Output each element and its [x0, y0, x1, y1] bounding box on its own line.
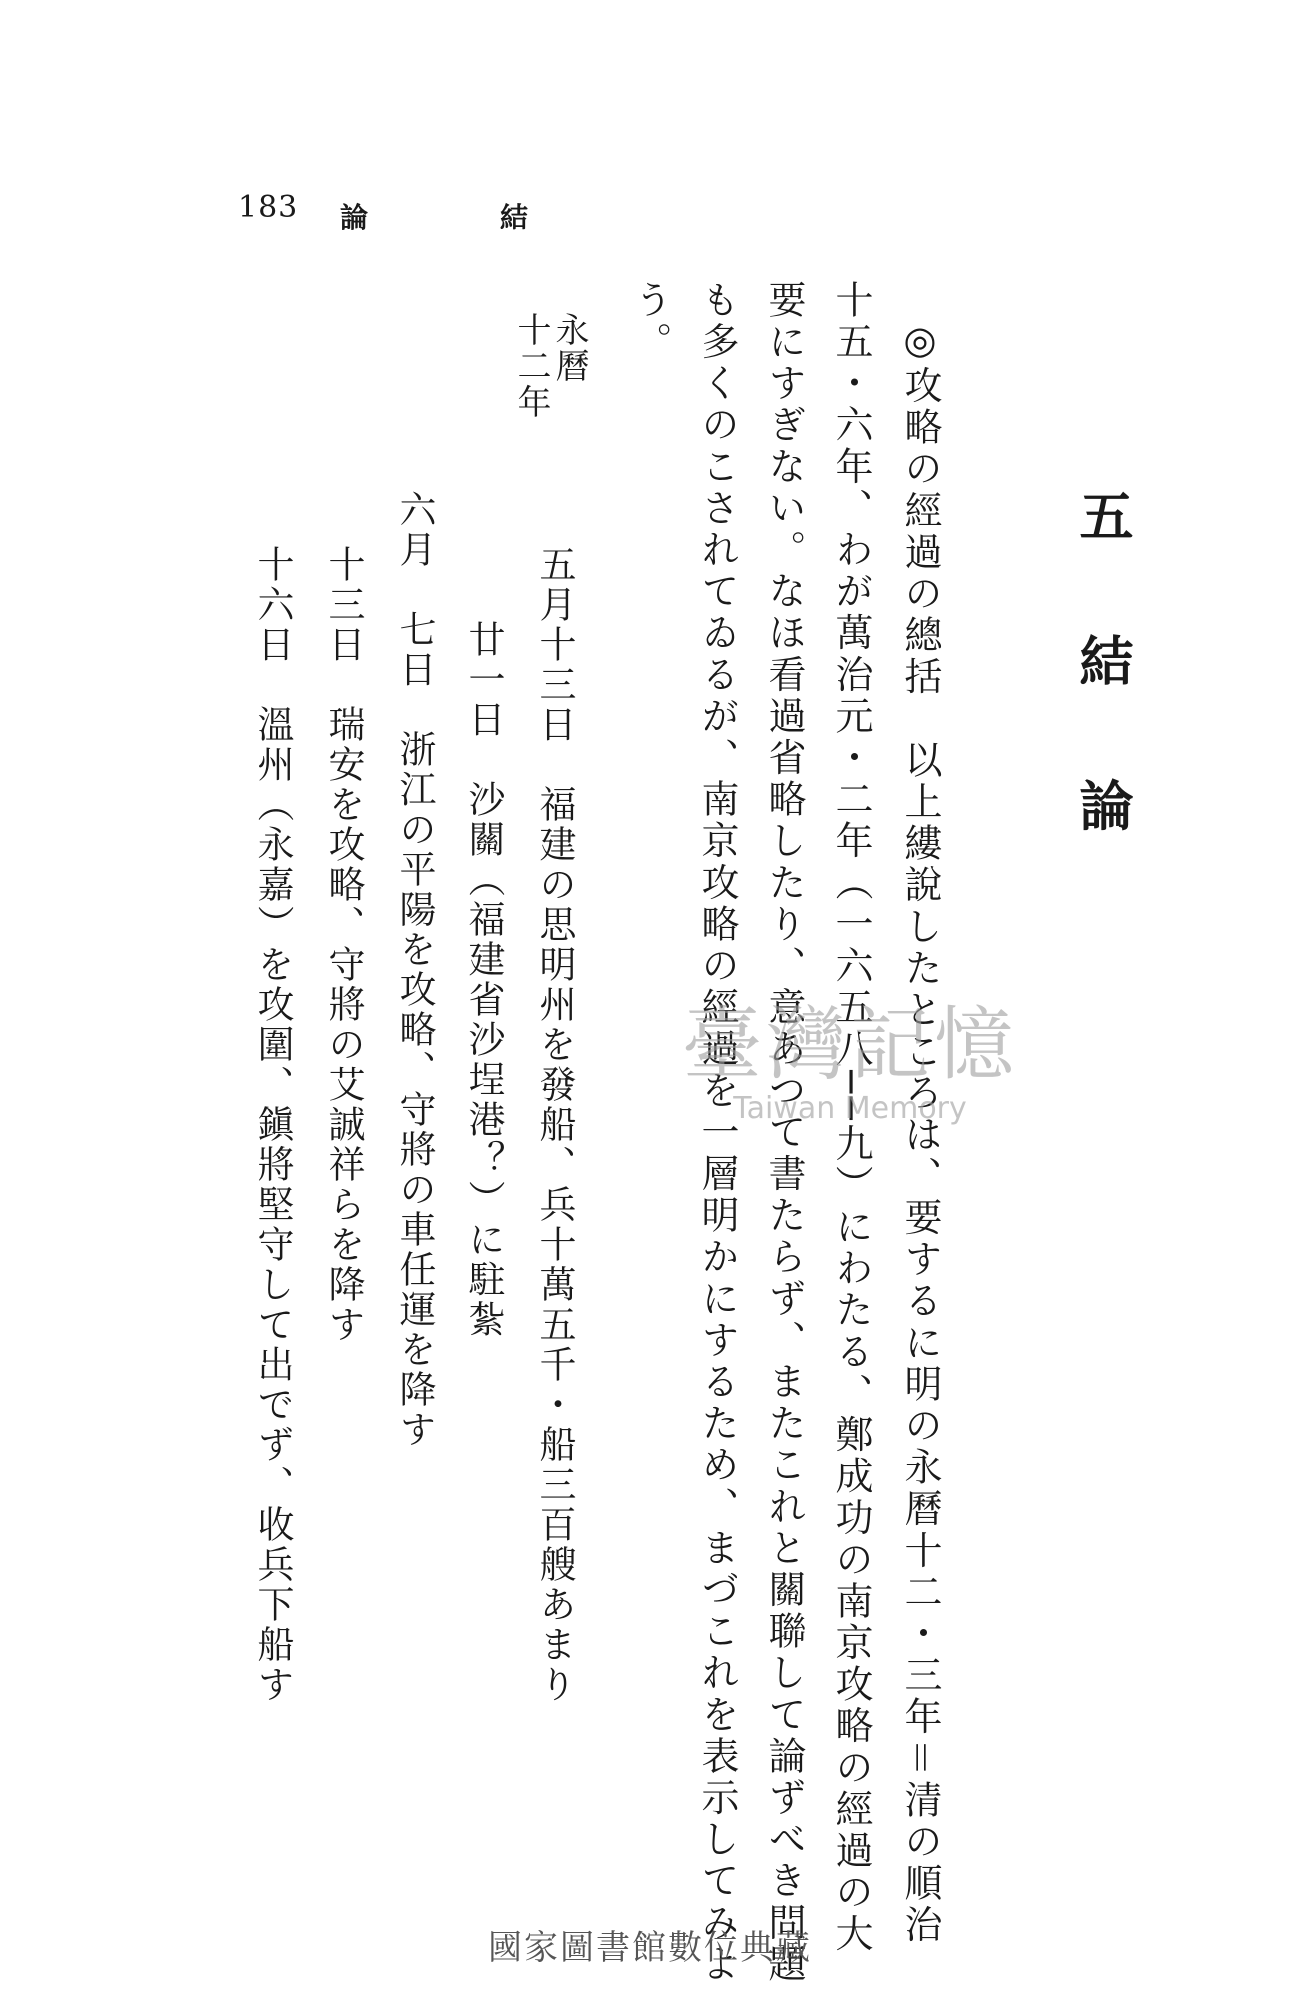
chronology-row: 六月 七日 浙江の平陽を攻略、守將の車任運を降す — [393, 490, 436, 1450]
running-header-char: 論 — [340, 201, 369, 234]
section-title: 五 結 論 — [1071, 488, 1135, 868]
chronology-row: 五月十三日 福建の思明州を發船、兵十萬五千・船三百艘あまり — [533, 545, 576, 1705]
era-name: 永曆 — [549, 312, 589, 384]
chronology-row: 十六日 溫州（永嘉）を攻圍、鎭將堅守して出でず、收兵下船す — [251, 545, 294, 1705]
body-line: 十五・六年、わが萬治元・二年（一六五八──九）にわたる、鄭成功の南京攻略の經過の大 — [829, 280, 873, 1956]
era-label — [512, 312, 588, 420]
footer-archive-label: 國家圖書館數位典藏 — [488, 1928, 812, 1968]
body-line: ◎攻略の經過の總括 以上縷說したところは、要するに明の永曆十二・三年＝清の順治 — [898, 318, 942, 1947]
chronology-row: 十三日 瑞安を攻略、守將の艾誠祥らを降す — [322, 545, 365, 1345]
era-year: 十二年 — [511, 312, 551, 420]
watermark — [630, 980, 1070, 1160]
chronology-row: 廿一日 沙關（福建省沙埕港？）に駐紮 — [462, 620, 505, 1340]
body-line: も多くのこされてゐるが、南京攻略の經過を一層明かにするため、まづこれを表示してみよ — [695, 280, 739, 1986]
body-line: う。 — [628, 280, 672, 364]
page-number: 183 — [238, 190, 299, 225]
body-line: 要にすぎない。なほ看過省略したり、意あつて書たらず、またこれと關聯して論ずべき問題 — [762, 280, 806, 1986]
watermark-english: Taiwan Memory — [733, 1091, 967, 1126]
running-header-char: 結 — [500, 201, 529, 234]
watermark-chinese: 臺灣記憶 — [682, 998, 1018, 1091]
